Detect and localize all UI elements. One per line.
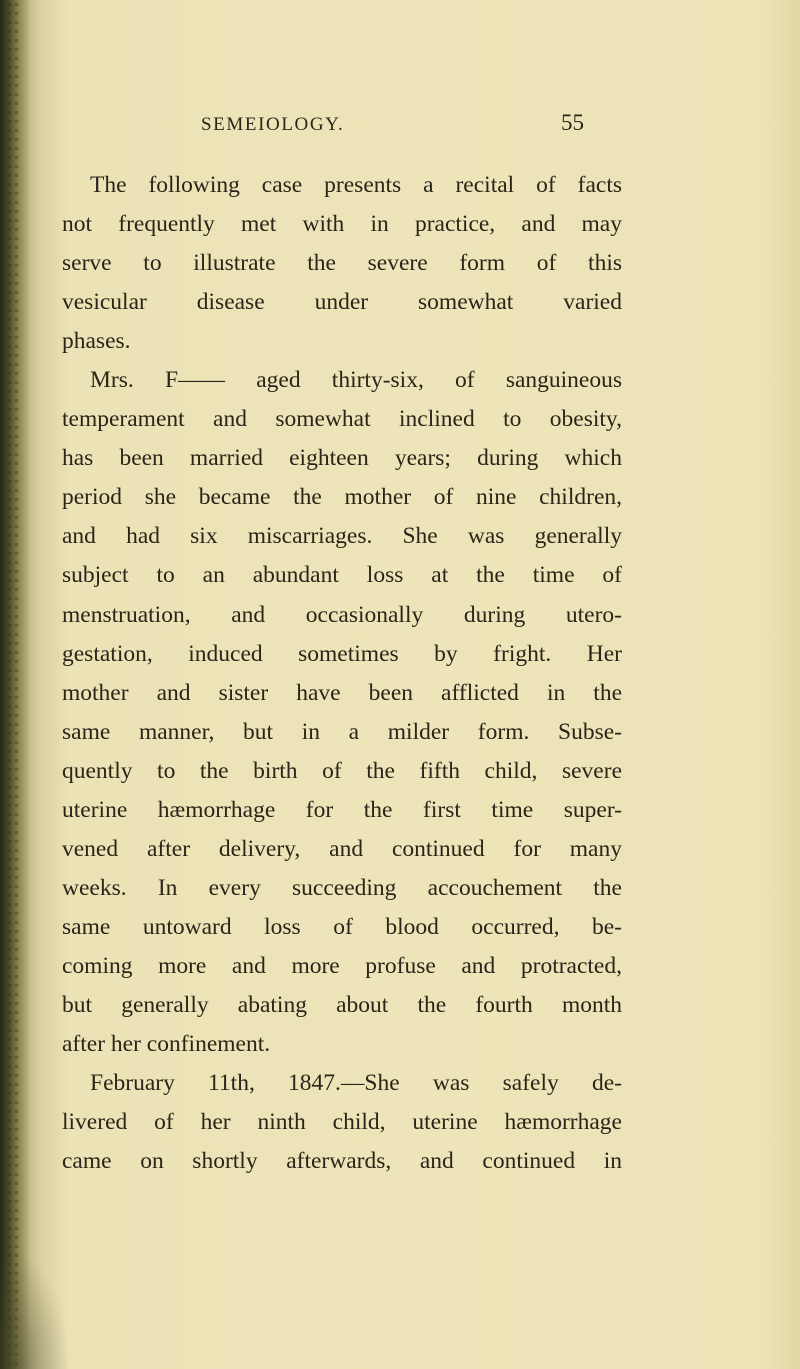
text-line: after her confinement. bbox=[62, 1031, 271, 1058]
text-line: vened after delivery, and continued for many bbox=[62, 835, 622, 862]
text-line: weeks. In every succeeding accouchement the bbox=[62, 874, 622, 901]
text-line: The following case presents a recital of facts bbox=[90, 172, 622, 198]
text-line: and had six miscarriages. She was generally bbox=[62, 523, 622, 550]
corner-smudge bbox=[0, 1249, 70, 1369]
text-line: Mrs. F—— aged thirty-six, of sanguineous bbox=[90, 367, 622, 394]
body-text bbox=[62, 166, 622, 1181]
page-header bbox=[0, 110, 800, 140]
text-line: gestation, induced sometimes by fright. Her bbox=[62, 640, 622, 667]
text-line: quently to the birth of the fifth child, severe bbox=[62, 757, 622, 784]
text-line: vesicular disease under somewhat varied bbox=[62, 289, 622, 316]
text-line: subject to an abundant loss at the time of bbox=[62, 562, 622, 589]
text-line: livered of her ninth child, uterine hæmorrhage bbox=[62, 1109, 622, 1136]
text-line: menstruation, and occasionally during utero- bbox=[62, 601, 622, 628]
binding-texture bbox=[6, 0, 20, 1369]
text-line: has been married eighteen years; during which bbox=[62, 445, 622, 472]
text-line: uterine hæmorrhage for the first time super- bbox=[62, 796, 622, 823]
text-line: same untoward loss of blood occurred, be- bbox=[62, 913, 622, 940]
text-line: not frequently met with in practice, and may bbox=[62, 211, 622, 238]
text-line: coming more and more profuse and protracted, bbox=[62, 952, 622, 979]
text-line: same manner, but in a milder form. Subse- bbox=[62, 718, 622, 745]
running-head: SEMEIOLOGY. bbox=[201, 114, 345, 135]
text-line: period she became the mother of nine children, bbox=[62, 484, 622, 511]
page-number: 55 bbox=[561, 110, 584, 135]
text-line: temperament and somewhat inclined to obesity, bbox=[62, 406, 622, 433]
text-line: mother and sister have been afflicted in the bbox=[62, 679, 622, 706]
text-line: phases. bbox=[62, 328, 131, 355]
text-line: came on shortly afterwards, and continued in bbox=[62, 1148, 622, 1175]
text-line: but generally abating about the fourth month bbox=[62, 991, 622, 1018]
text-line: February 11th, 1847.—She was safely de- bbox=[90, 1070, 622, 1097]
text-line: serve to illustrate the severe form of this bbox=[62, 250, 622, 277]
